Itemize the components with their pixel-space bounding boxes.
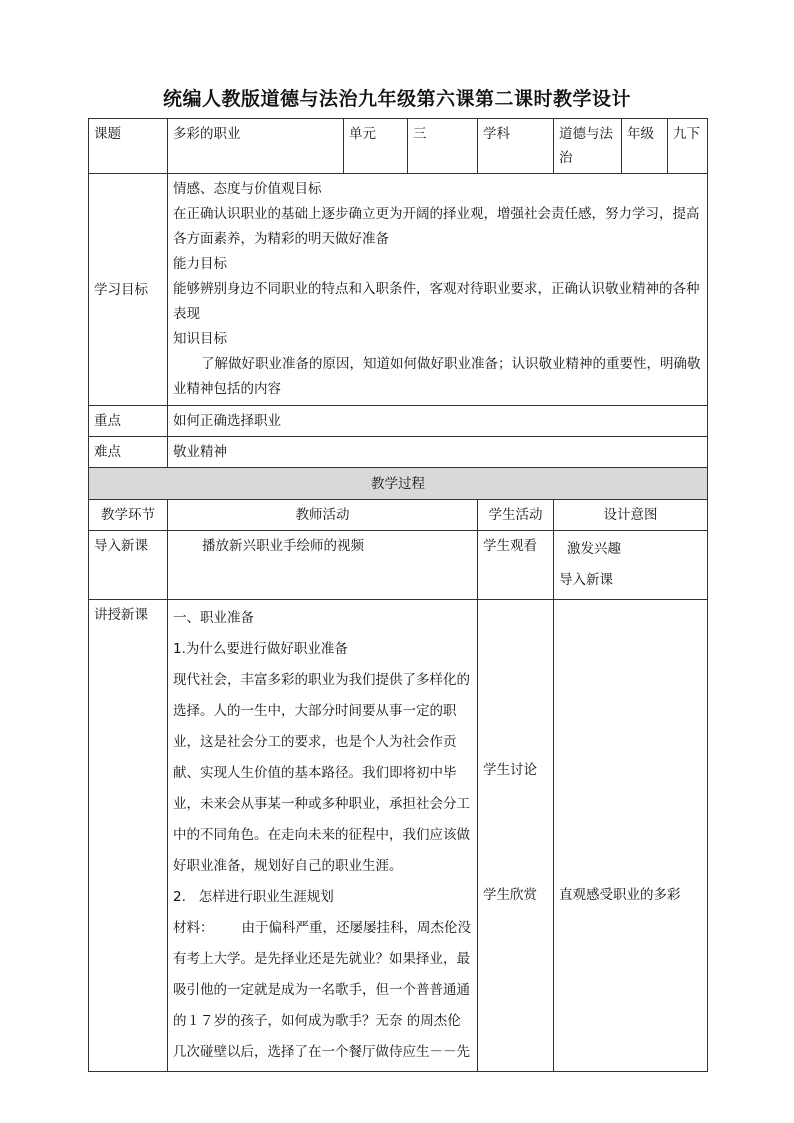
- goals-row: [89, 174, 708, 406]
- emotion-goal-title: 情感、态度与价值观目标: [173, 181, 322, 197]
- ability-goal-title: 能力目标: [173, 256, 227, 272]
- ability-goal-text: 能够辨别身边不同职业的特点和入职条件，客观对待职业要求，正确认识敬业精神的各种表现: [173, 281, 700, 322]
- document-title: 统编人教版道德与法治九年级第六课第二课时教学设计: [162, 88, 631, 110]
- goals-content: [168, 174, 708, 406]
- lesson-plan-table: [88, 118, 708, 1072]
- difficulty-row: [89, 437, 708, 468]
- new-teacher: [168, 600, 478, 1072]
- difficulty-label: 难点: [89, 437, 168, 468]
- difficulty-value: 敬业精神: [168, 437, 708, 468]
- intro-student: 学生观看: [478, 531, 554, 600]
- col-teacher: 教师活动: [168, 500, 478, 531]
- intro-intent: [554, 531, 708, 600]
- topic-label: 课题: [89, 119, 168, 174]
- process-columns-row: [89, 500, 708, 531]
- info-row: [89, 119, 708, 174]
- topic-value: 多彩的职业: [168, 119, 344, 174]
- process-header-row: [89, 468, 708, 500]
- new-intent-text: 直观感受职业的多彩: [559, 887, 681, 903]
- col-stage: 教学环节: [89, 500, 168, 531]
- goals-label: 学习目标: [89, 174, 168, 406]
- col-student: 学生活动: [478, 500, 554, 531]
- knowledge-goal-text: 了解做好职业准备的原因，知道如何做好职业准备；认识敬业精神的重要性，明确敬业精神包括的内容: [173, 356, 701, 397]
- new-heading: 一、职业准备: [173, 610, 254, 626]
- intro-intent-2: 导入新课: [559, 572, 613, 588]
- new-para1: 现代社会，丰富多彩的职业为我们提供了多样化的选择。人的一生中，大部分时间要从事一定的职业，这是社会分工的要求，也是个人为社会作贡献、实现人生价值的基本路径。我们即将初中毕业，未来会从事某一种或多种职业，承担社会分工中的不同角色。在走向未来的征程中，我们应该做好职业准备，规划好自己的职业生涯。: [173, 672, 470, 874]
- new-intent: [554, 600, 708, 1072]
- key-point-row: [89, 406, 708, 437]
- new-sub2: 2. 怎样进行职业生涯规划: [173, 889, 334, 905]
- unit-label: 单元: [344, 119, 408, 174]
- new-student: [478, 600, 554, 1072]
- subject-label: 学科: [478, 119, 554, 174]
- unit-value: 三: [408, 119, 478, 174]
- key-point-label: 重点: [89, 406, 168, 437]
- material-label: 材料：: [173, 920, 214, 936]
- subject-value: 道德与法治: [554, 119, 622, 174]
- knowledge-goal-title: 知识目标: [173, 331, 227, 347]
- new-student-1: 学生讨论: [483, 762, 537, 778]
- new-stage: 讲授新课: [89, 600, 168, 1072]
- emotion-goal-text: 在正确认识职业的基础上逐步确立更为开阔的择业观，增强社会责任感，努力学习，提高各方面素养，为精彩的明天做好准备: [173, 206, 700, 247]
- new-student-2: 学生欣赏: [483, 887, 537, 903]
- intro-stage: 导入新课: [89, 531, 168, 600]
- grade-label: 年级: [622, 119, 668, 174]
- material-text: 由于偏科严重，还屡屡挂科，周杰伦没有考上大学。是先择业还是先就业？如果择业，最吸引他的一定就是成为一名歌手，但一个普普通通的１７岁的孩子，如何成为歌手？无奈 的周杰伦几次碰壁以后，选择了在一个餐厅做侍应生－－先: [173, 920, 471, 1060]
- key-point-value: 如何正确选择职业: [168, 406, 708, 437]
- intro-row: [89, 531, 708, 600]
- grade-value: 九下: [668, 119, 708, 174]
- new-material: [173, 913, 472, 1068]
- col-intent: 设计意图: [554, 500, 708, 531]
- intro-teacher: 播放新兴职业手绘师的视频: [168, 531, 478, 600]
- process-header: 教学过程: [89, 468, 708, 500]
- new-lesson-row: [89, 600, 708, 1072]
- intro-intent-1: 激发兴趣: [567, 541, 621, 557]
- new-sub1: 1.为什么要进行做好职业准备: [173, 641, 348, 657]
